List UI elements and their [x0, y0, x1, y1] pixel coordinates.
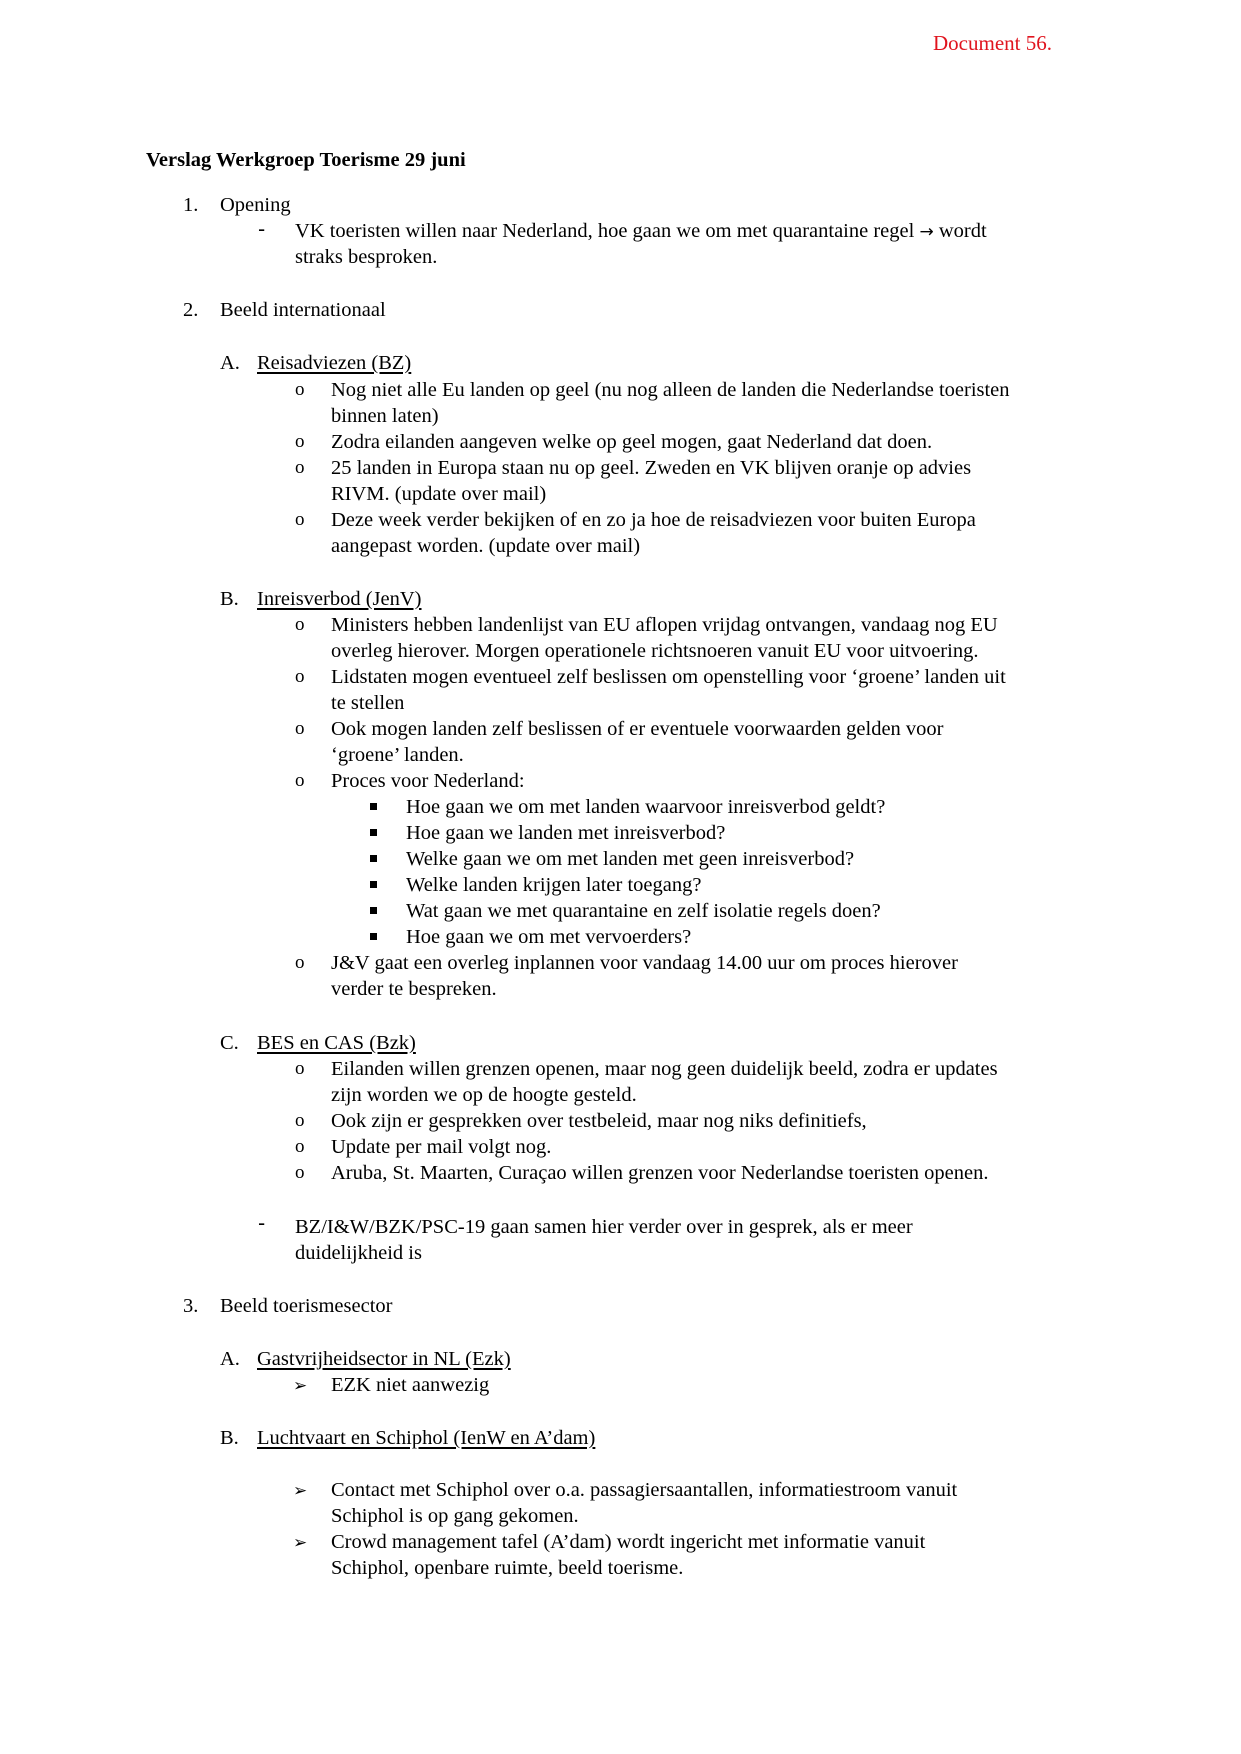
subsection-2a-heading: Reisadviezen (BZ) — [257, 352, 412, 374]
circle-bullet-icon: o — [295, 457, 305, 478]
sub-list-item: Hoe gaan we om met landen waarvoor inreisverbod geldt? — [406, 796, 886, 818]
circle-bullet-icon: o — [295, 1058, 305, 1079]
list-item: Proces voor Nederland: — [331, 770, 525, 792]
subsection-3a-letter: A. — [220, 1348, 240, 1370]
sub-list-item: Welke gaan we om met landen met geen inreisverbod? — [406, 848, 855, 870]
list-item: Aruba, St. Maarten, Curaçao willen grenzen voor Nederlandse toeristen openen. — [331, 1162, 989, 1184]
list-item: Lidstaten mogen eventueel zelf beslissen om openstelling voor ‘groene’ landen uit — [331, 666, 1006, 688]
dash-bullet-icon: - — [258, 1211, 266, 1235]
dash-list-item-cont: duidelijkheid is — [295, 1242, 422, 1264]
s1-item-text-end: wordt — [938, 220, 987, 242]
list-item: Contact met Schiphol over o.a. passagiersaantallen, informatiestroom vanuit — [331, 1479, 958, 1501]
subsection-2b-heading: Inreisverbod (JenV) — [257, 588, 422, 610]
circle-bullet-icon: o — [295, 1110, 305, 1131]
circle-bullet-icon: o — [295, 770, 305, 791]
sub-list-item: Welke landen krijgen later toegang? — [406, 874, 702, 896]
square-bullet-icon — [370, 881, 377, 888]
list-item: Zodra eilanden aangeven welke op geel mogen, gaat Nederland dat doen. — [331, 431, 933, 453]
square-bullet-icon — [370, 855, 377, 862]
circle-bullet-icon: o — [295, 1136, 305, 1157]
list-item-cont: aangepast worden. (update over mail) — [331, 535, 641, 557]
list-item-cont: binnen laten) — [331, 405, 439, 427]
circle-bullet-icon: o — [295, 666, 305, 687]
circle-bullet-icon: o — [295, 1162, 305, 1183]
circle-bullet-icon: o — [295, 718, 305, 739]
list-item: Ook zijn er gesprekken over testbeleid, maar nog niks definitiefs, — [331, 1110, 867, 1132]
square-bullet-icon — [370, 829, 377, 836]
circle-bullet-icon: o — [295, 952, 305, 973]
subsection-3b-heading: Luchtvaart en Schiphol (IenW en A’dam) — [257, 1427, 596, 1449]
list-item: Nog niet alle Eu landen op geel (nu nog alleen de landen die Nederlandse toeristen — [331, 379, 1010, 401]
list-item: Ministers hebben landenlijst van EU aflopen vrijdag ontvangen, vandaag nog EU — [331, 614, 998, 636]
list-item-cont: te stellen — [331, 692, 405, 714]
square-bullet-icon — [370, 803, 377, 810]
page-title: Verslag Werkgroep Toerisme 29 juni — [146, 149, 466, 171]
square-bullet-icon — [370, 907, 377, 914]
list-item-cont: zijn worden we op de hoogte gesteld. — [331, 1084, 637, 1106]
section-2-heading: Beeld internationaal — [220, 299, 386, 321]
dash-bullet-icon: - — [258, 217, 266, 241]
s1-item-text: VK toeristen willen naar Nederland, hoe gaan we om met quarantaine regel — [295, 220, 915, 242]
section-1-number: 1. — [183, 194, 199, 216]
square-bullet-icon — [370, 933, 377, 940]
arrowhead-bullet-icon: ➢ — [293, 1533, 308, 1553]
list-item-cont: Schiphol, openbare ruimte, beeld toerisme. — [331, 1557, 684, 1579]
circle-bullet-icon: o — [295, 379, 305, 400]
arrowhead-bullet-icon: ➢ — [293, 1376, 308, 1396]
s1-item-line-1 — [295, 218, 987, 245]
list-item: Update per mail volgt nog. — [331, 1136, 552, 1158]
list-item-cont: overleg hierover. Morgen operationele richtsnoeren vanuit EU voor uitvoering. — [331, 640, 979, 662]
section-2-number: 2. — [183, 299, 199, 321]
list-item: 25 landen in Europa staan nu op geel. Zweden en VK blijven oranje op advies — [331, 457, 972, 479]
right-arrow-icon: → — [919, 222, 934, 242]
list-item: Ook mogen landen zelf beslissen of er eventuele voorwaarden gelden voor — [331, 718, 944, 740]
section-1-heading: Opening — [220, 194, 291, 216]
list-item-cont: ‘groene’ landen. — [331, 744, 464, 766]
subsection-3a-heading: Gastvrijheidsector in NL (Ezk) — [257, 1348, 511, 1370]
sub-list-item: Hoe gaan we landen met inreisverbod? — [406, 822, 726, 844]
circle-bullet-icon: o — [295, 614, 305, 635]
section-3-heading: Beeld toerismesector — [220, 1295, 393, 1317]
list-item: Eilanden willen grenzen openen, maar nog geen duidelijk beeld, zodra er updates — [331, 1058, 998, 1080]
circle-bullet-icon: o — [295, 509, 305, 530]
circle-bullet-icon: o — [295, 431, 305, 452]
list-item: J&V gaat een overleg inplannen voor vandaag 14.00 uur om proces hierover — [331, 952, 958, 974]
section-3-number: 3. — [183, 1295, 199, 1317]
sub-list-item: Hoe gaan we om met vervoerders? — [406, 926, 692, 948]
subsection-2b-letter: B. — [220, 588, 239, 610]
list-item-cont: verder te bespreken. — [331, 978, 497, 1000]
list-item: Deze week verder bekijken of en zo ja hoe de reisadviezen voor buiten Europa — [331, 509, 976, 531]
list-item-cont: Schiphol is op gang gekomen. — [331, 1505, 579, 1527]
subsection-2a-letter: A. — [220, 352, 240, 374]
list-item: Crowd management tafel (A’dam) wordt ingericht met informatie vanuit — [331, 1531, 926, 1553]
list-item: EZK niet aanwezig — [331, 1374, 490, 1396]
subsection-2c-letter: C. — [220, 1032, 239, 1054]
document-stamp: Document 56. — [933, 31, 1052, 55]
s1-item-line-2: straks besproken. — [295, 246, 438, 268]
subsection-2c-heading: BES en CAS (Bzk) — [257, 1032, 416, 1054]
sub-list-item: Wat gaan we met quarantaine en zelf isolatie regels doen? — [406, 900, 881, 922]
subsection-3b-letter: B. — [220, 1427, 239, 1449]
list-item-cont: RIVM. (update over mail) — [331, 483, 547, 505]
dash-list-item: BZ/I&W/BZK/PSC-19 gaan samen hier verder over in gesprek, als er meer — [295, 1216, 913, 1238]
arrowhead-bullet-icon: ➢ — [293, 1481, 308, 1501]
